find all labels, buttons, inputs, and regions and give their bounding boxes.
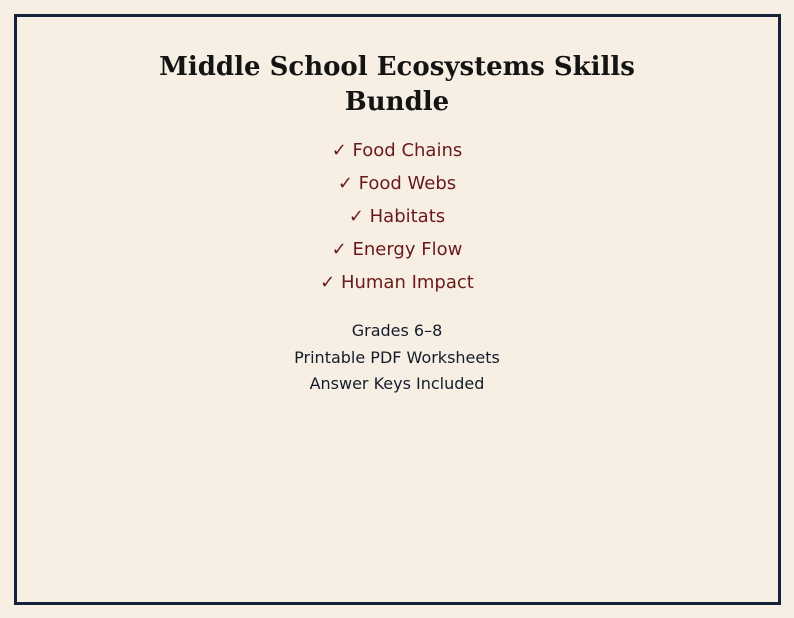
answer-keys-text: Answer Keys Included	[309, 374, 485, 393]
grades-text: Grades 6–8	[351, 321, 443, 340]
format-text: Printable PDF Worksheets	[294, 347, 500, 367]
checklist-item-food-webs: ✓ Food Webs	[337, 173, 457, 194]
title-line-2: Bundle	[344, 87, 450, 117]
checklist-item-human-impact: ✓ Human Impact	[320, 272, 474, 293]
checklist-item-habitats: ✓ Habitats	[348, 206, 446, 227]
checklist-item-food-chains: ✓ Food Chains	[331, 140, 463, 161]
checklist-item-energy-flow: ✓ Energy Flow	[331, 239, 463, 260]
product-details	[0, 318, 794, 398]
skills-checklist	[0, 134, 794, 299]
title-line-1: Middle School Ecosystems Skills	[159, 52, 635, 82]
page-title	[0, 50, 794, 120]
